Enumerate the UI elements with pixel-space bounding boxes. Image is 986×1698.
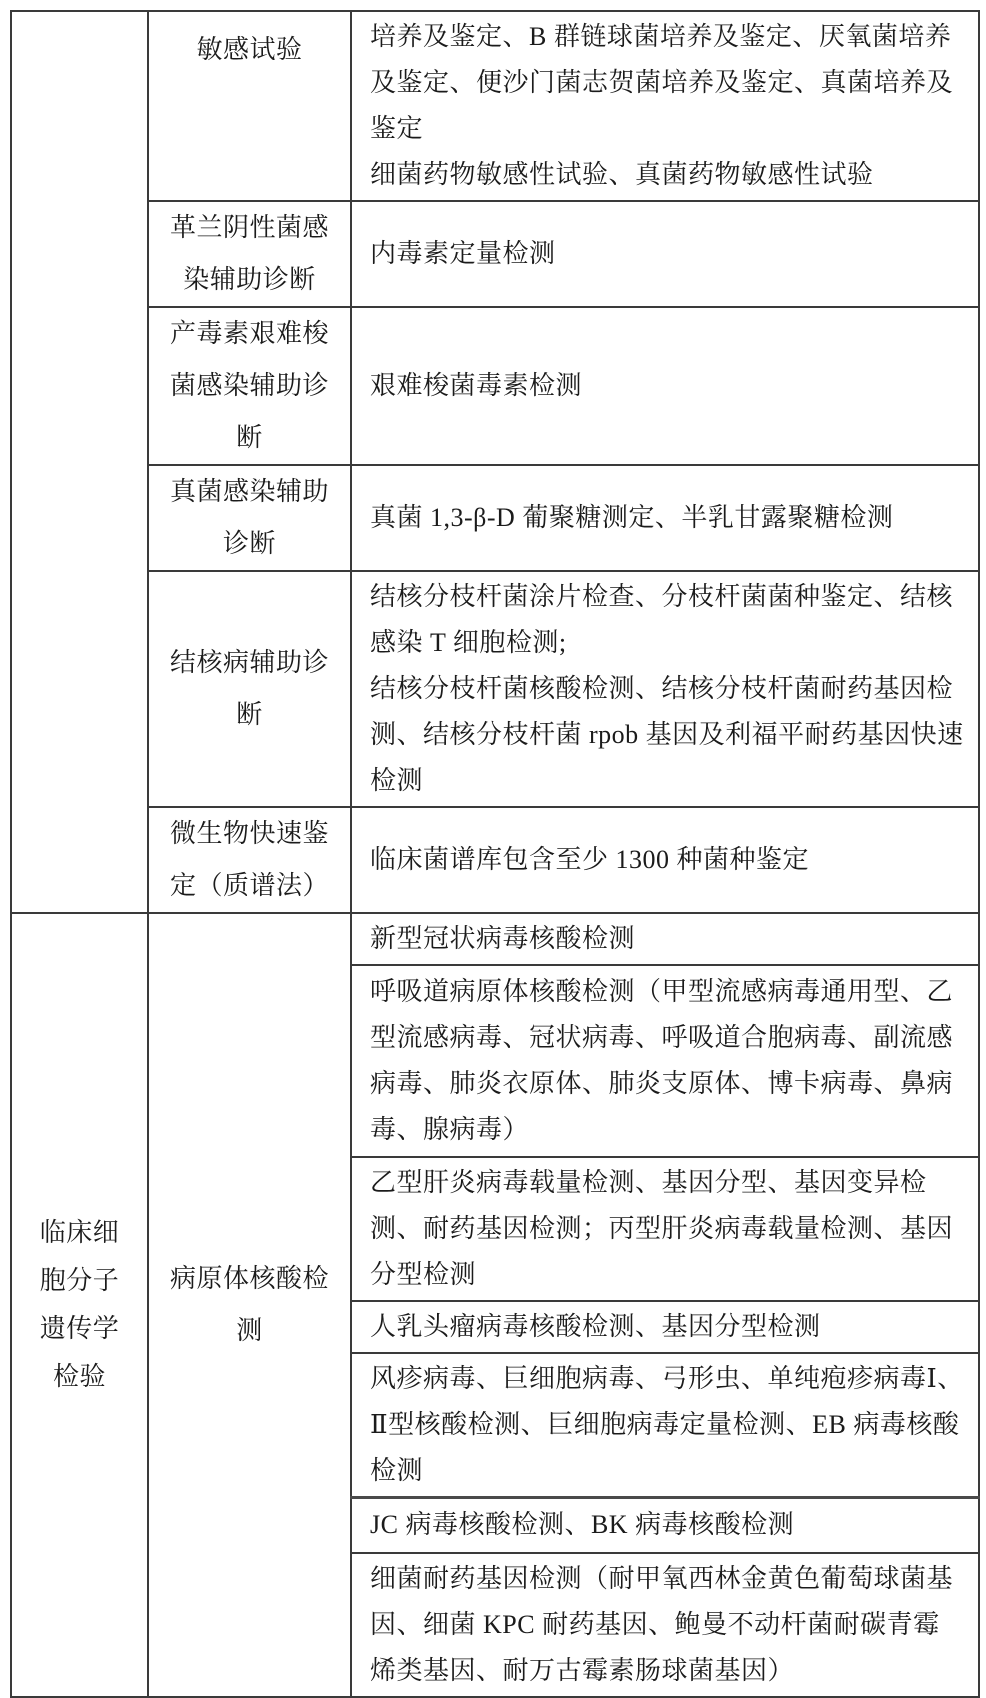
subcategory-cell: 产毒素艰难梭菌感染辅助诊断 — [148, 307, 351, 465]
test-items-cell — [351, 201, 979, 307]
test-items-cell — [351, 465, 979, 571]
test-items-paragraph: 风疹病毒、巨细胞病毒、弓形虫、单纯疱疹病毒Ⅰ、Ⅱ型核酸检测、巨细胞病毒定量检测、EB 病毒核酸检测 — [370, 1364, 964, 1485]
test-items-paragraph: 真菌 1,3-β-D 葡聚糖测定、半乳甘露聚糖检测 — [370, 503, 894, 532]
test-items-paragraph: 细菌药物敏感性试验、真菌药物敏感性试验 — [370, 160, 874, 189]
subcategory-cell: 真菌感染辅助诊断 — [148, 465, 351, 571]
test-items-cell — [351, 11, 979, 201]
test-items-paragraph: 呼吸道病原体核酸检测（甲型流感病毒通用型、乙型流感病毒、冠状病毒、呼吸道合胞病毒、副流感病毒、肺炎衣原体、肺炎支原体、博卡病毒、鼻病毒、腺病毒） — [370, 977, 954, 1144]
test-items-paragraph: 结核分枝杆菌涂片检查、分枝杆菌菌种鉴定、结核感染 T 细胞检测; — [370, 582, 954, 657]
subcategory-cell: 病原体核酸检测 — [148, 913, 351, 1697]
category-cell: 临床细胞分子遗传学检验 — [11, 913, 148, 1697]
test-items-cell — [351, 807, 979, 913]
test-items-cell — [351, 1353, 979, 1498]
test-items-paragraph: 培养及鉴定、B 群链球菌培养及鉴定、厌氧菌培养及鉴定、便沙门菌志贺菌培养及鉴定、真菌培养及鉴定 — [370, 22, 954, 143]
test-items-cell — [351, 571, 979, 807]
subcategory-cell: 微生物快速鉴定（质谱法） — [148, 807, 351, 913]
test-items-paragraph: 结核分枝杆菌核酸检测、结核分枝杆菌耐药基因检测、结核分枝杆菌 rpob 基因及利福平耐药基因快速检测 — [370, 674, 964, 795]
subcategory-cell: 敏感试验 — [148, 11, 351, 201]
test-items-paragraph: 艰难梭菌毒素检测 — [370, 371, 583, 400]
test-items-paragraph: 乙型肝炎病毒载量检测、基因分型、基因变异检测、耐药基因检测；丙型肝炎病毒载量检测、基因分型检测 — [370, 1168, 954, 1289]
test-items-paragraph: 新型冠状病毒核酸检测 — [370, 924, 636, 953]
test-items-cell — [351, 965, 979, 1157]
test-items-paragraph: 细菌耐药基因检测（耐甲氧西林金黄色葡萄球菌基因、细菌 KPC 耐药基因、鲍曼不动杆菌耐碳青霉烯类基因、耐万古霉素肠球菌基因） — [370, 1563, 954, 1685]
test-items-cell — [351, 1553, 979, 1697]
category-cell — [11, 11, 148, 913]
test-items-paragraph: 内毒素定量检测 — [370, 239, 556, 268]
test-items-cell — [351, 1157, 979, 1301]
test-items-cell — [351, 307, 979, 465]
test-items-cell — [351, 913, 979, 965]
test-items-paragraph: JC 病毒核酸检测、BK 病毒核酸检测 — [370, 1510, 795, 1540]
test-items-paragraph: 临床菌谱库包含至少 1300 种菌种鉴定 — [370, 845, 810, 874]
test-items-paragraph: 人乳头瘤病毒核酸检测、基因分型检测 — [370, 1312, 821, 1341]
lab-test-table — [10, 10, 980, 1698]
subcategory-cell: 革兰阴性菌感染辅助诊断 — [148, 201, 351, 307]
test-items-cell — [351, 1498, 979, 1553]
subcategory-cell: 结核病辅助诊断 — [148, 571, 351, 807]
test-items-cell — [351, 1301, 979, 1353]
